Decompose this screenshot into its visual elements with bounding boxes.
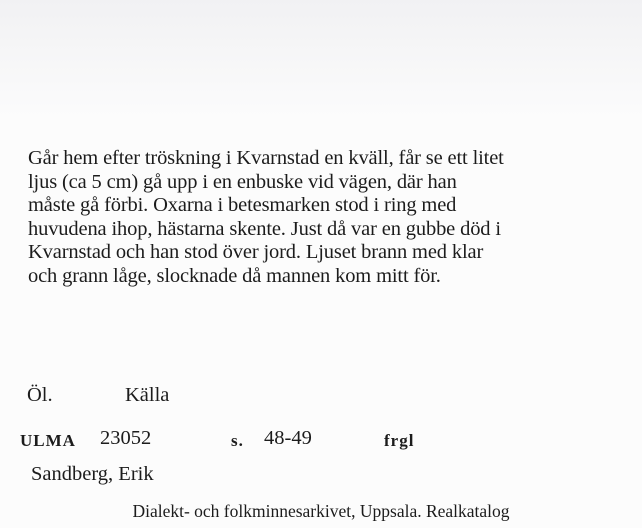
- page-prefix: s.: [231, 431, 244, 450]
- informant-name: Sandberg, Erik: [31, 463, 154, 485]
- archive-footer: Dialekt- och folkminnesarkivet, Uppsala. Realkatalog: [132, 501, 510, 521]
- record-line: Går hem efter tröskning i Kvarnstad en kväll, får se ett litet: [28, 147, 504, 169]
- archive-number: 23052: [100, 427, 152, 449]
- record-line: måste gå förbi. Oxarna i betesmarken stod i ring med: [28, 194, 457, 217]
- record-line: och grann låge, slocknade då mannen kom mitt för.: [28, 264, 441, 287]
- category-code: frgl: [384, 431, 415, 450]
- record-line: ljus (ca 5 cm) gå upp i en enbuske vid vägen, där han: [28, 170, 457, 193]
- record-line: huvudena ihop, hästarna skente. Just då var en gubbe död i: [28, 217, 501, 240]
- page-range: 48-49: [264, 427, 312, 449]
- record-line: Kvarnstad och han stod över jord. Ljuset brann med klar: [28, 241, 484, 264]
- card-shading: [0, 0, 642, 120]
- record-text: [28, 147, 628, 289]
- place-code: Öl.: [27, 384, 53, 406]
- archive-label: ULMA: [20, 431, 76, 450]
- source-label: Källa: [125, 384, 170, 406]
